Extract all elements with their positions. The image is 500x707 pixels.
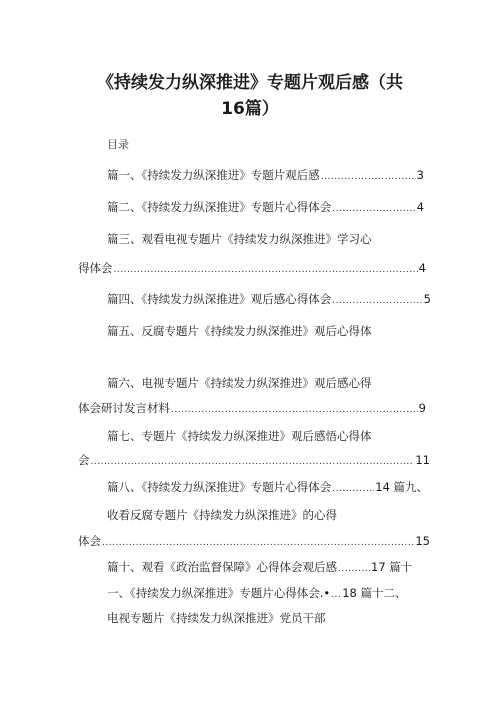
toc-leader-dots [332,293,422,309]
toc-entry-text: 会 [78,453,90,467]
document-title-line-2: 16篇） [221,99,279,119]
toc-leader-dots [331,587,341,603]
toc-heading: 目录 [107,138,129,151]
toc-entry-page: 11 [415,453,430,467]
toc-entry-text[interactable]: 篇六、电视专题片《持续发力纵深推进》观后感心得 [107,376,372,390]
toc-leader-dots [91,454,415,470]
toc-entry-page: 4 [416,200,424,214]
toc-entry-text: 得体会 [78,261,113,275]
toc-entry-text[interactable]: 篇七、专题片《持续发力纵深推进》观后感悟心得体 [107,429,372,443]
toc-entry-page: 18 篇十二、 [342,586,407,600]
toc-leader-dots [102,535,414,551]
toc-entry[interactable] [107,291,431,309]
toc-entry-text: 体会研讨发言材料 [78,401,170,415]
toc-entry-page: 15 [415,534,430,548]
toc-entry-text: 篇十、观看《政治监督保障》心得体会观后感 [107,560,337,574]
toc-entry-page: 4 [418,261,426,275]
toc-entry[interactable] [107,167,424,185]
toc-entry-text: 一、《持续发力纵深推进》专题片心得体会.• [107,586,331,600]
toc-entry[interactable] [107,479,461,497]
toc-entry-text: 篇八、《持续发力纵深推进》专题片心得体会 [107,480,332,494]
toc-entry[interactable] [107,559,437,577]
toc-entry-text[interactable]: 电视专题片《持续发力纵深推进》党员干部 [107,611,326,625]
toc-entry-page: 14 篇九、 [375,480,429,494]
toc-leader-dots [338,561,370,577]
toc-leader-dots [171,402,418,418]
toc-leader-dots [332,201,415,217]
toc-entry-text: 体会 [78,534,101,548]
toc-entry-text: 篇一、《持续发力纵深推进》专题片观后感 [107,168,320,182]
toc-entry[interactable] [107,585,461,603]
toc-entry[interactable] [78,533,430,551]
toc-leader-dots [332,481,374,497]
toc-entry[interactable] [107,199,424,217]
toc-entry[interactable] [78,260,426,278]
toc-entry-page: 3 [416,168,424,182]
toc-entry-page: 9 [418,401,426,415]
toc-entry-text[interactable]: 篇五、反腐专题片《持续发力纵深推进》观后心得体 [107,324,372,338]
toc-entry-text: 篇二、《持续发力纵深推进》专题片心得体会 [107,200,332,214]
toc-entry-text: 篇四、《持续发力纵深推进》观后感心得体会 [107,292,332,306]
toc-entry[interactable] [78,400,426,418]
toc-leader-dots [321,169,416,185]
toc-entry-text[interactable]: 篇三、观看电视专题片《持续发力纵深推进》学习心 [107,232,372,246]
toc-leader-dots [114,262,418,278]
toc-entry[interactable] [78,452,430,470]
toc-entry-text[interactable]: 收看反腐专题片《持续发力纵深推进》的心得 [107,508,337,522]
document-title-line-1: 《持续发力纵深推进》专题片观后感（共 [97,73,403,93]
toc-entry-page: 5 [423,292,431,306]
toc-entry-page: 17 篇十 [371,560,413,574]
